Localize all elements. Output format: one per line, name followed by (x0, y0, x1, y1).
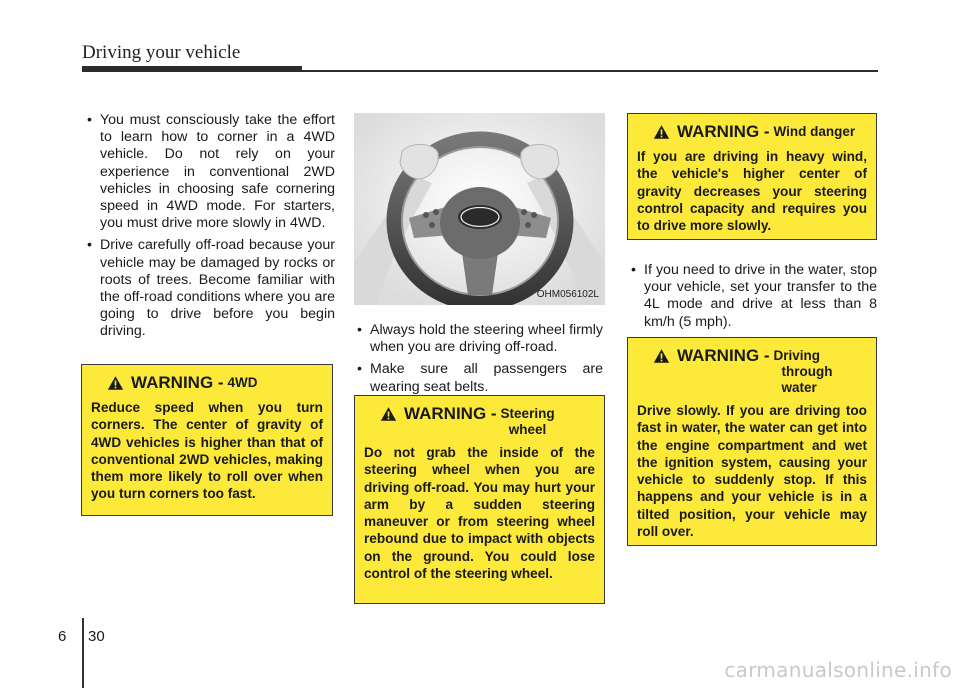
warning-body: If you are driving in heavy wind, the vehicle's higher center of gravity decreases your steering control capacity and requires you to drive more slowly. (637, 149, 867, 234)
watermark: carmanualsonline.info (724, 658, 952, 682)
warning-body: Reduce speed when you turn corners. The center of gravity of 4WD vehicles is higher than that of conventional 2WD vehicles, making them more likely to roll over when you turn corners too fast. (91, 400, 323, 502)
warning-box-4wd (81, 364, 333, 516)
warning-body: Do not grab the inside of the steering wheel when you are driving off-road. You may hurt your arm by a sudden steering maneuver or from steering wheel rebound due to impact with objects on the ground. You could lose control of the steering wheel. (364, 445, 595, 582)
chapter-number: 6 (58, 628, 67, 645)
bullet-item: • Always hold the steering wheel firmly when you are driving off-road. (357, 322, 603, 356)
warning-triangle-icon (380, 406, 397, 422)
warning-subject (774, 348, 867, 396)
header-rule-thin (302, 70, 878, 72)
warning-box-steering (354, 395, 605, 604)
warning-heading (364, 404, 595, 438)
warning-triangle-icon (653, 348, 670, 364)
steering-wheel-photo (354, 113, 605, 305)
warning-word: WARNING - (131, 373, 224, 392)
warning-box-water (627, 337, 877, 546)
middle-bullet-list (357, 322, 603, 401)
section-title: Driving your vehicle (82, 42, 241, 63)
warning-heading (637, 122, 867, 142)
warning-subject (501, 406, 555, 438)
warning-word: WARNING - (677, 122, 770, 141)
warning-subject-line: Steering (500, 406, 555, 421)
warning-word: WARNING - (404, 404, 497, 423)
right-bullet-list (631, 262, 877, 336)
page-number-divider (82, 618, 84, 688)
steering-wheel-illustration (354, 113, 605, 305)
left-bullet-list (87, 112, 335, 346)
bullet-item: • Drive carefully off-road because your vehicle may be damaged by rocks or roots of trees. Become familiar with the off-road conditions where you are going to drive before you begin driving. (87, 237, 335, 340)
warning-subject: 4WD (227, 375, 258, 390)
warning-subject-line: wheel (508, 422, 547, 437)
warning-subject: Wind danger (773, 124, 856, 139)
page-number: 30 (88, 628, 105, 645)
warning-subject-line: through water (781, 364, 833, 395)
warning-triangle-icon (107, 375, 124, 391)
warning-body: Drive slowly. If you are driving too fast in water, the water can get into the engine compartment and wet the ignition system, causing your vehicle to suddenly stop. If this happens and your vehicle is in a tilted position, your vehicle may roll over. (637, 403, 867, 540)
warning-triangle-icon (653, 124, 670, 140)
bullet-item: • Make sure all passengers are wearing seat belts. (357, 361, 603, 395)
bullet-item: • If you need to drive in the water, stop your vehicle, set your transfer to the 4L mode and drive at less than 8 km/h (5 mph). (631, 262, 877, 331)
warning-box-wind (627, 113, 877, 240)
bullet-item: • You must consciously take the effort to learn how to corner in a 4WD vehicle. Do not rely on your experience in conventional 2WD vehicles in choosing safe cornering speed in 4WD mode. For starters, you must drive more slowly in 4WD. (87, 112, 335, 232)
warning-subject-line: Driving (773, 348, 821, 363)
warning-heading (91, 373, 323, 393)
warning-word: WARNING - (677, 346, 770, 365)
header-rule-thick (82, 66, 302, 72)
warning-heading (637, 346, 867, 396)
photo-caption: OHM056102L (536, 289, 599, 300)
